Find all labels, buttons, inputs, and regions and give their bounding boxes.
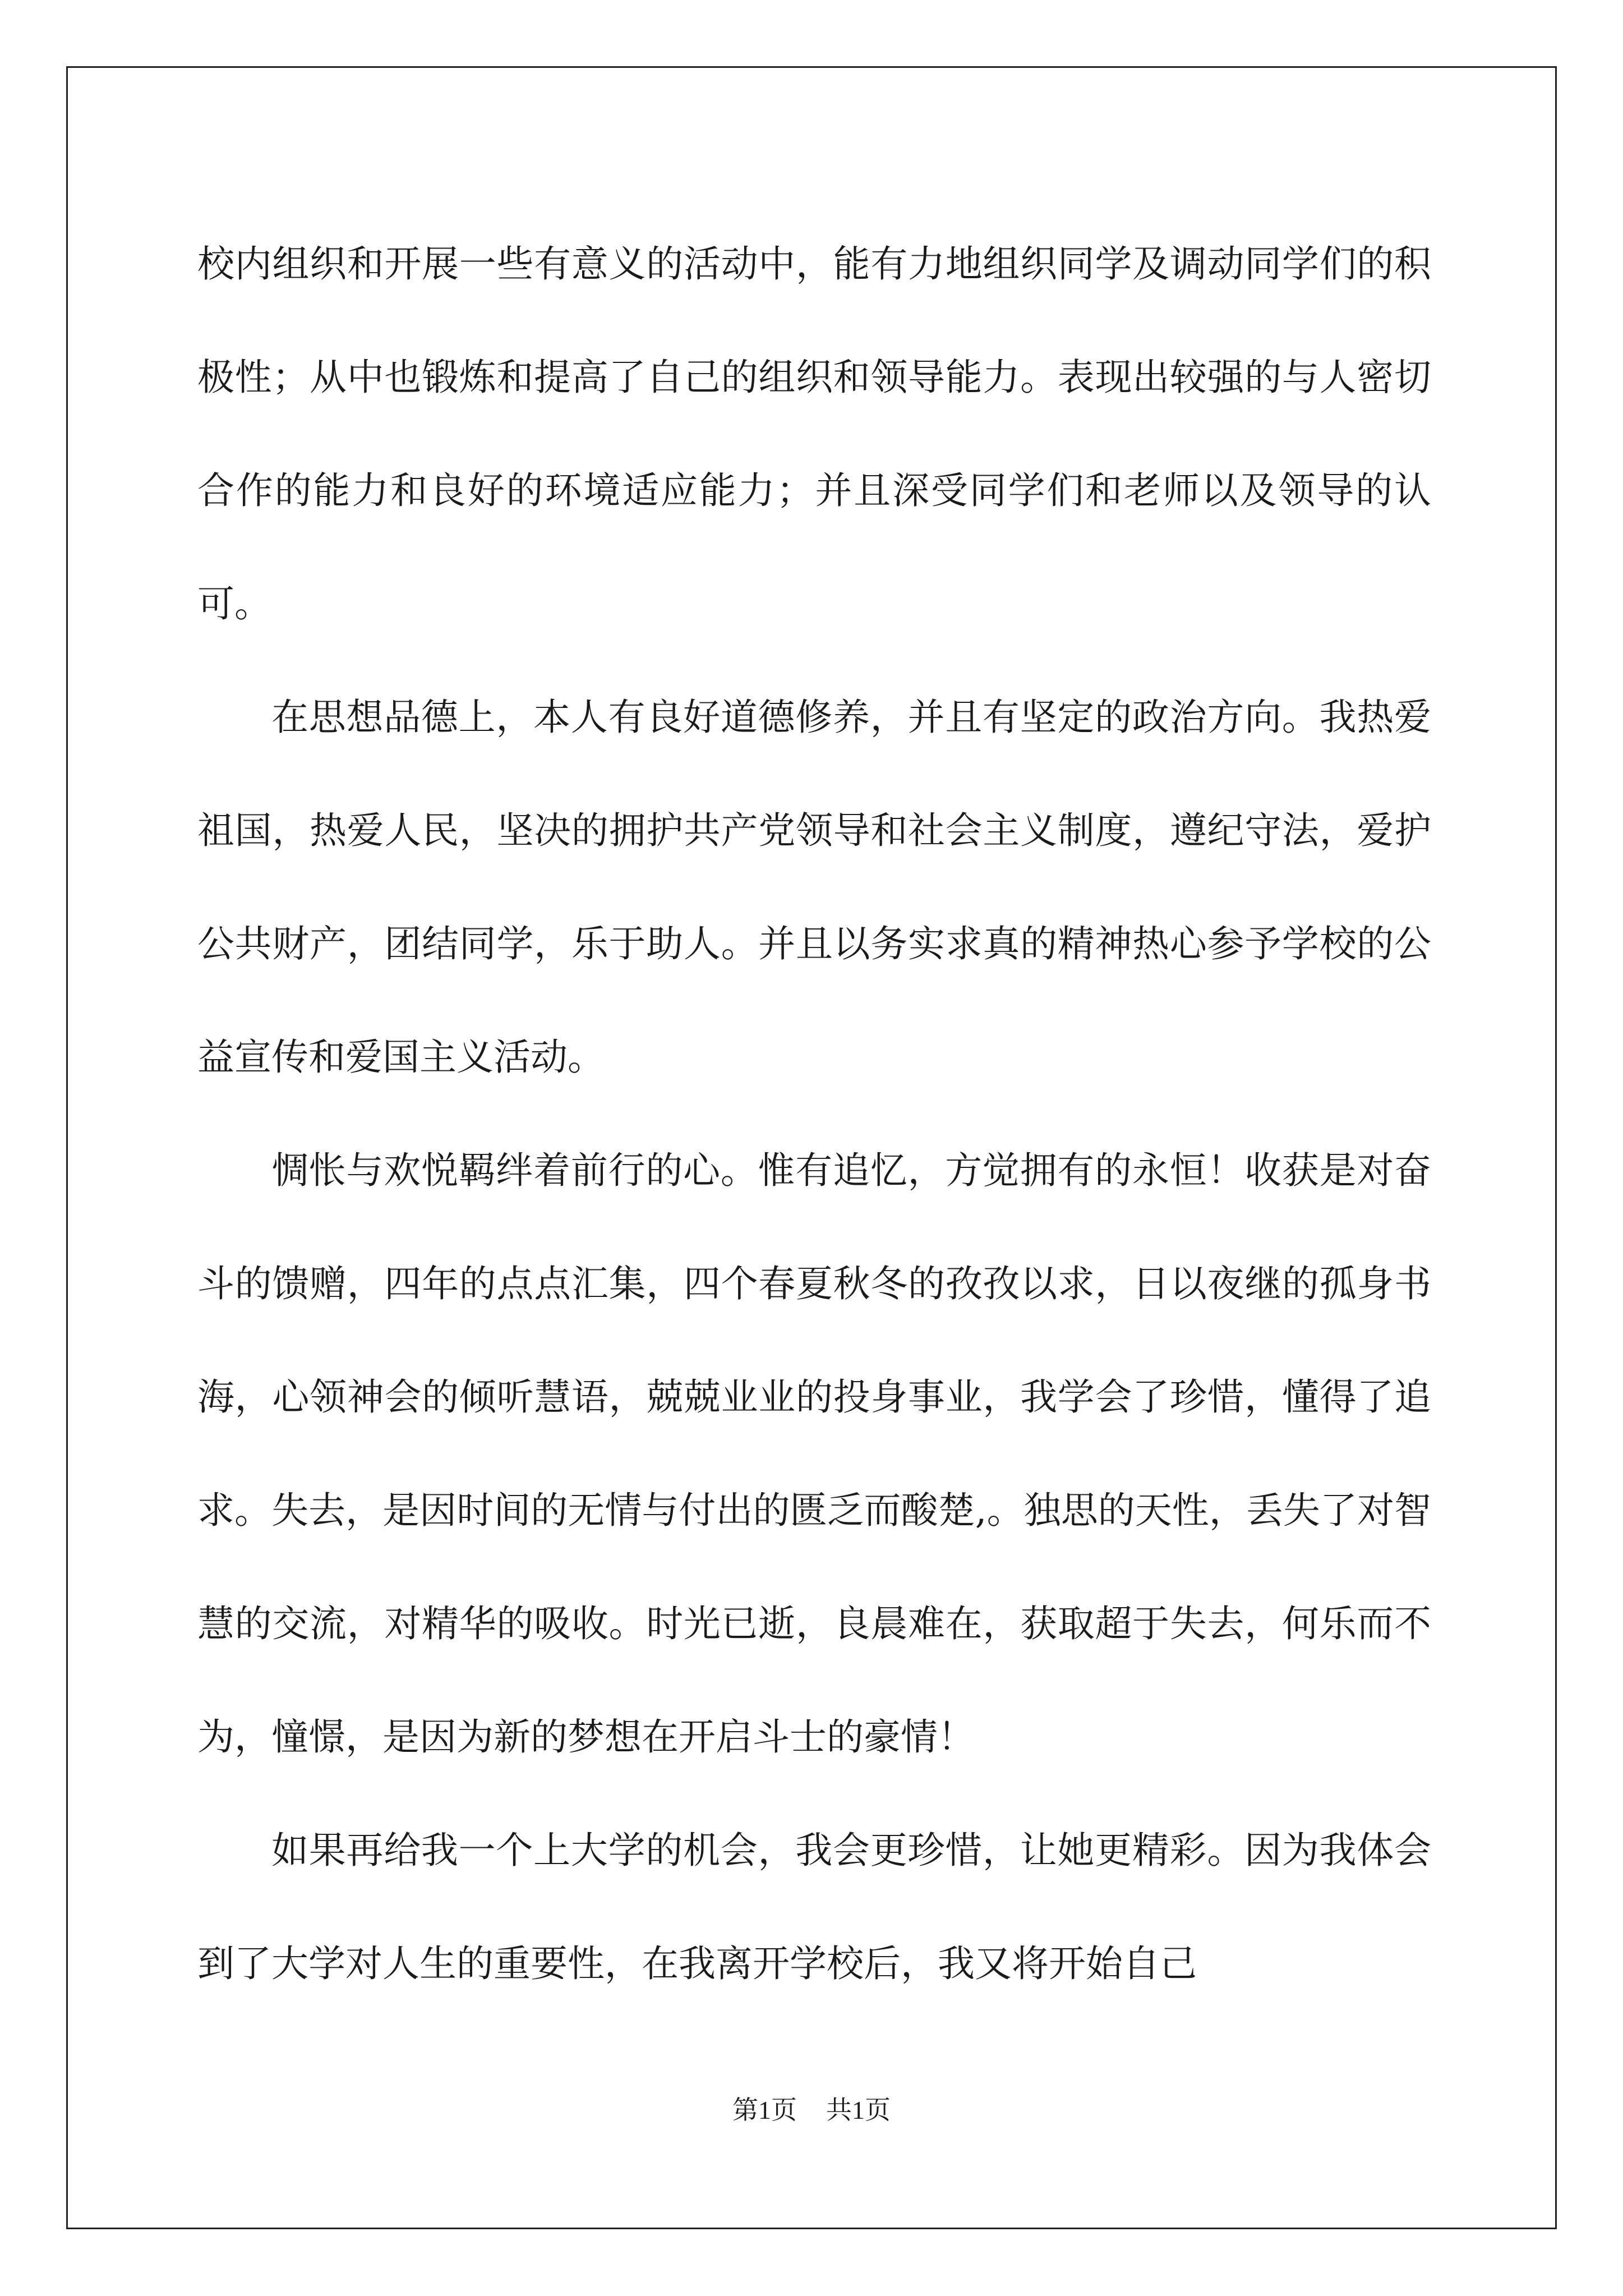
- page-number: 第1页: [732, 2096, 797, 2124]
- paragraph-university-chance: 如果再给我一个上大学的机会，我会更珍惜，让她更精彩。因为我体会到了大学对人生的重要性，在我离开学校后，我又将开始自己: [197, 1829, 1431, 1985]
- paragraph-moral-character: 在思想品德上，本人有良好道德修养，并且有坚定的政治方向。我热爱祖国，热爱人民，坚决的拥护共产党领导和社会主义制度，遵纪守法，爱护公共财产，团结同学，乐于助人。并且以务实求真的精神热心参予学校的公益宣传和爱国主义活动。: [197, 696, 1431, 1079]
- document-body: [197, 208, 1431, 2021]
- page-total: 共1页: [826, 2096, 891, 2124]
- paragraph-organization: 校内组织和开展一些有意义的活动中，能有力地组织同学及调动同学们的积极性；从中也锻炼和提高了自己的组织和领导能力。表现出较强的与人密切合作的能力和良好的环境适应能力；并且深受同学们和老师以及领导的认可。: [197, 242, 1431, 625]
- paragraph-reflection: 惆怅与欢悦羁绊着前行的心。惟有追忆，方觉拥有的永恒！收获是对奋斗的馈赠，四年的点点汇集，四个春夏秋冬的孜孜以求，日以夜继的孤身书海，心领神会的倾听慧语，兢兢业业的投身事业，我学会了珍惜，懂得了追求。失去，是因时间的无情与付出的匮乏而酸楚,。独思的天性，丢失了对智慧的交流，对精华的吸收。时光已逝，良晨难在，获取超于失去，何乐而不为，憧憬，是因为新的梦想在开启斗士的豪情！: [197, 1149, 1431, 1759]
- page-footer: [0, 2090, 1623, 2127]
